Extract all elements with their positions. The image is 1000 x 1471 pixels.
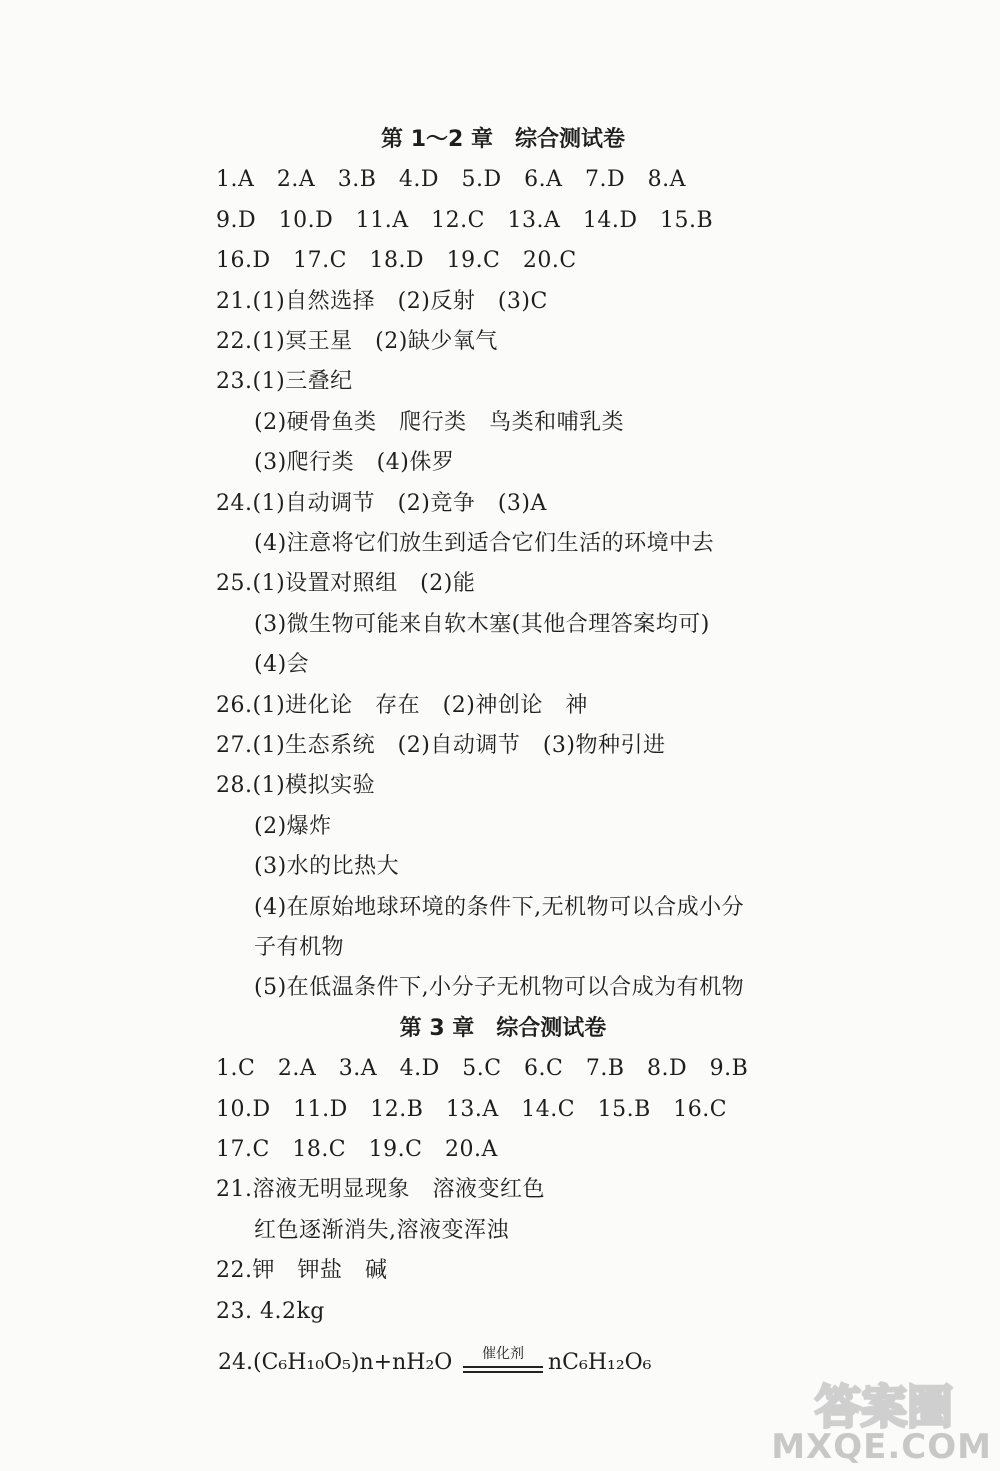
answer-line: 22.(1)冥王星 (2)缺少氧气 <box>216 329 498 354</box>
answer-line: 9.D 10.D 11.A 12.C 13.A 14.D 15.B <box>216 207 714 233</box>
answer-line: 22.钾 钾盐 碱 <box>216 1258 388 1284</box>
answer-line: (4)注意将它们放生到适合它们生活的环境中去 <box>254 531 715 556</box>
answer-line: 28.(1)模拟实验 <box>216 773 376 799</box>
answer-line: 16.D 17.C 18.D 19.C 20.C <box>216 248 577 274</box>
answer-line: (3)爬行类 (4)侏罗 <box>254 450 455 476</box>
watermark-site: MXQE.COM <box>771 1427 992 1467</box>
answer-line: 21.溶液无明显现象 溶液变红色 <box>216 1177 545 1203</box>
answer-line: 10.D 11.D 12.B 13.A 14.C 15.B 16.C <box>216 1096 728 1122</box>
equation-number: 24. <box>218 1350 253 1375</box>
answer-line: 25.(1)设置对照组 (2)能 <box>216 571 476 597</box>
answer-line: 1.C 2.A 3.A 4.D 5.C 6.C 7.B 8.D 9.B <box>216 1056 749 1082</box>
equation-reactants: (C₆H₁₀O₅)n+nH₂O <box>253 1350 453 1375</box>
answer-line: (3)水的比热大 <box>254 854 400 880</box>
answer-line: 23.(1)三叠纪 <box>216 369 353 395</box>
answer-line: (3)微生物可能来自软木塞(其他合理答案均可) <box>254 611 710 637</box>
equation-products: nC₆H₁₂O₆ <box>548 1350 652 1375</box>
answer-line: 17.C 18.C 19.C 20.A <box>216 1137 498 1162</box>
equation-bar-top <box>463 1366 543 1368</box>
answer-line: 23. 4.2kg <box>216 1298 325 1324</box>
answer-line: (4)在原始地球环境的条件下,无机物可以合成小分 <box>254 894 745 920</box>
answer-line: (4)会 <box>254 652 310 678</box>
watermark-logo-text: 答案圈 <box>815 1380 953 1434</box>
watermark <box>770 1375 1000 1471</box>
equation-condition: 催化剂 <box>482 1346 524 1362</box>
answer-line: 26.(1)进化论 存在 (2)神创论 神 <box>216 692 588 718</box>
answer-line: 24.(1)自动调节 (2)竞争 (3)A <box>216 490 547 516</box>
watermark-logo-icon <box>810 1375 985 1435</box>
answer-line: 21.(1)自然选择 (2)反射 (3)C <box>216 288 548 314</box>
answer-line: (2)爆炸 <box>254 813 332 839</box>
answer-line: (2)硬骨鱼类 爬行类 鸟类和哺乳类 <box>254 409 625 435</box>
answer-line: 1.A 2.A 3.B 4.D 5.D 6.A 7.D 8.A <box>216 167 687 193</box>
equation-24 <box>218 1332 652 1392</box>
equation-bar-bottom <box>463 1371 543 1373</box>
section-title: 第 3 章 综合测试卷 <box>399 1015 607 1041</box>
answer-line: 27.(1)生态系统 (2)自动调节 (3)物种引进 <box>216 733 666 758</box>
equation-left <box>218 1350 452 1375</box>
answer-line: 子有机物 <box>254 935 345 960</box>
answer-line: (5)在低温条件下,小分子无机物可以合成为有机物 <box>254 975 745 1001</box>
section-title: 第 1～2 章 综合测试卷 <box>381 127 625 152</box>
answer-line: 红色逐渐消失,溶液变浑浊 <box>254 1217 509 1243</box>
